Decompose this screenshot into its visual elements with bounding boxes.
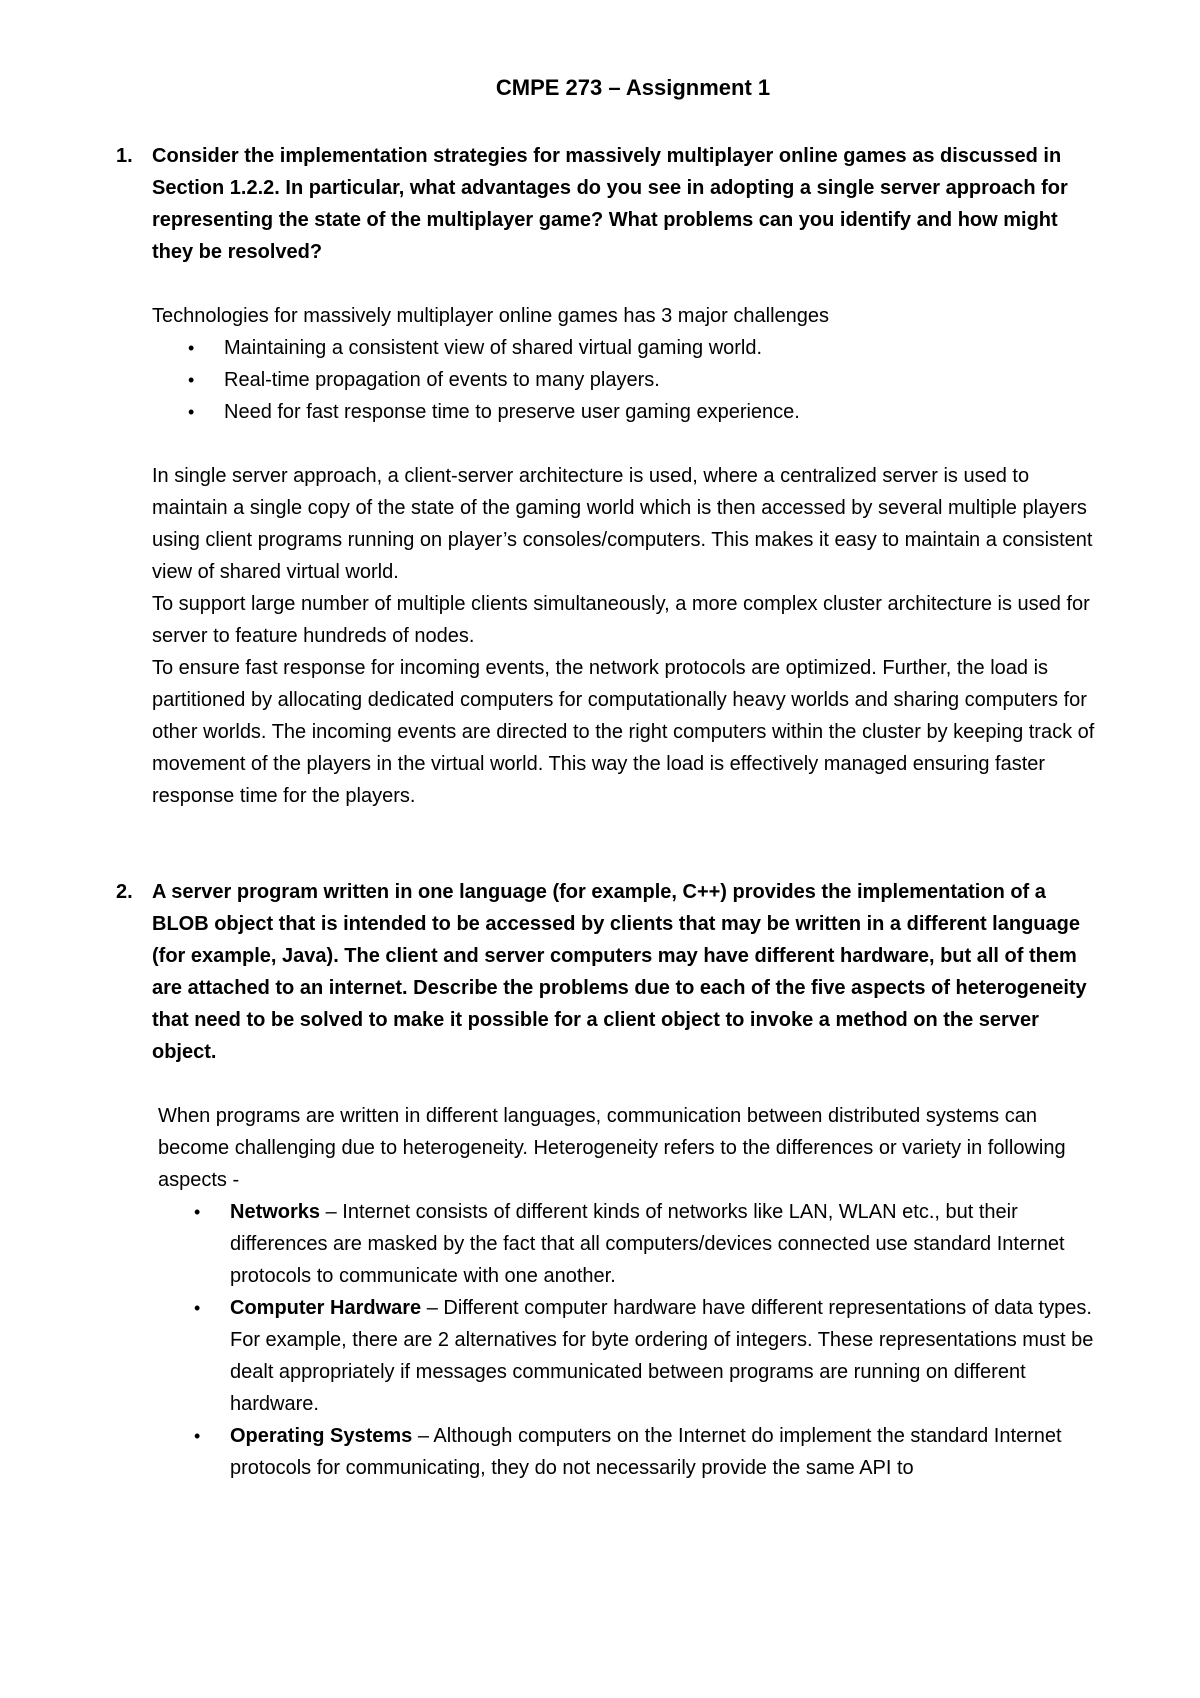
answer-1-paragraph-1: In single server approach, a client-server architecture is used, where a centralized server is used to maintain a single copy of the state of the gaming world which is then accessed by several multiple players using client programs running on player’s consoles/computers. This makes it easy to maintain a consistent view of shared virtual world.	[152, 465, 1093, 583]
bullet-icon: •	[194, 1298, 201, 1318]
aspect-description: – Internet consists of different kinds of networks like LAN, WLAN etc., but their differences are masked by the fact that all computers/devices connected use standard Internet protocols to communicate with one another.	[230, 1201, 1065, 1287]
aspect-term: Computer Hardware	[230, 1297, 422, 1319]
answer-2-aspects-list	[158, 1196, 1104, 1484]
bullet-icon: •	[194, 1202, 201, 1222]
question-1-text: Consider the implementation strategies for massively multiplayer online games as discussed in Section 1.2.2. In particular, what advantages do you see in adopting a single server approach for representing the state of the multiplayer game? What problems can you identify and how might they be resolved?	[152, 145, 1068, 263]
answer-1-paragraph-3: To ensure fast response for incoming events, the network protocols are optimized. Further, the load is partitioned by allocating dedicated computers for computationally heavy worlds and sharing computers for other worlds. The incoming events are directed to the right computers within the cluster by keeping track of movement of the players in the virtual world. This way the load is effectively managed ensuring faster response time for the players.	[152, 657, 1095, 807]
answer-1-paragraph-2: To support large number of multiple clients simultaneously, a more complex cluster architecture is used for server to feature hundreds of nodes.	[152, 593, 1090, 647]
question-2-text: A server program written in one language (for example, C++) provides the implementation of a BLOB object that is intended to be accessed by clients that may be written in a different language (for example, Java). The client and server computers may have different hardware, but all of them are attached to an internet. Describe the problems due to each of the five aspects of heterogeneity that need to be solved to make it possible for a client object to invoke a method on the server object.	[152, 881, 1087, 1063]
aspect-description: – Different computer hardware have different representations of data types. For example, there are 2 alternatives for byte ordering of integers. These representations must be dealt appropriately if messages communicated between programs are running on different hardware.	[230, 1297, 1094, 1415]
aspect-term: Networks	[230, 1201, 321, 1223]
list-item: • Need for fast response time to preserve user gaming experience.	[224, 396, 1104, 428]
list-item	[194, 1420, 1104, 1484]
document-title: CMPE 273 – Assignment 1	[495, 75, 771, 100]
question-1-number: 1.	[116, 145, 133, 167]
aspect-term: Operating Systems	[230, 1425, 413, 1447]
question-1	[116, 140, 1104, 268]
question-2-number: 2.	[116, 881, 133, 903]
answer-1-challenges-list	[152, 332, 1104, 428]
answer-2	[152, 1100, 1104, 1484]
bullet-icon: •	[194, 1426, 201, 1446]
answer-2-intro: When programs are written in different languages, communication between distributed systems can become challenging due to heterogeneity. Heterogeneity refers to the differences or variety in following aspects -	[158, 1105, 1066, 1191]
aspect-description: – Although computers on the Internet do implement the standard Internet protocols for communicating, they do not necessarily provide the same API to	[230, 1425, 1062, 1479]
bullet-icon: •	[188, 402, 195, 422]
bullet-icon: •	[188, 338, 195, 358]
list-item	[194, 1292, 1104, 1420]
question-2	[116, 876, 1104, 1068]
list-item: • Maintaining a consistent view of shared virtual gaming world.	[224, 332, 1104, 364]
bullet-icon: •	[188, 370, 195, 390]
list-item: • Real-time propagation of events to many players.	[224, 364, 1104, 396]
answer-1-intro: Technologies for massively multiplayer online games has 3 major challenges	[152, 305, 830, 327]
list-item	[194, 1196, 1104, 1292]
